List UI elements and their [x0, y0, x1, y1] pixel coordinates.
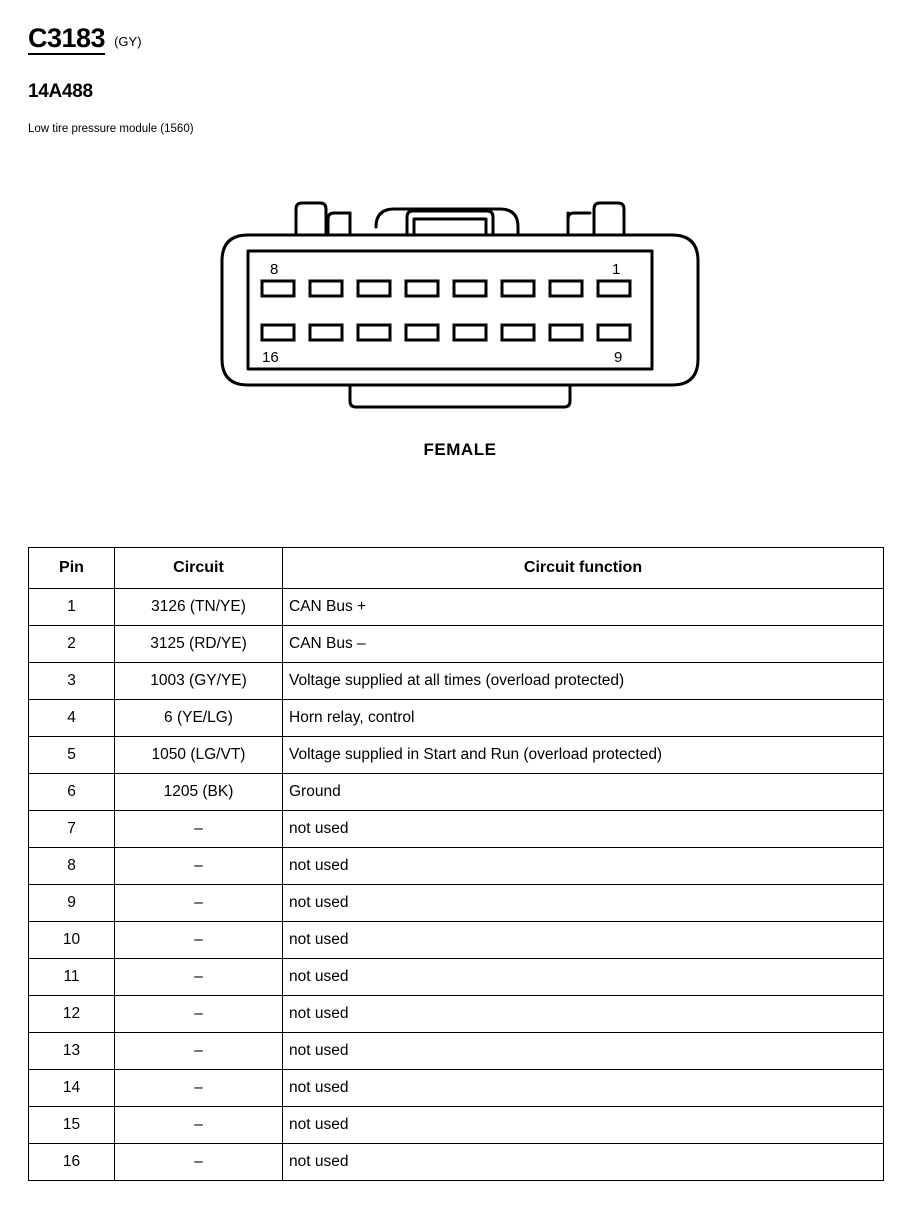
table-row — [29, 1144, 884, 1181]
circuit-cell: – — [115, 885, 283, 922]
part-number: 14A488 — [28, 81, 93, 103]
circuit-cell: – — [115, 1144, 283, 1181]
circuit-cell: 1205 (BK) — [115, 774, 283, 811]
circuit-function-cell: Horn relay, control — [283, 700, 884, 737]
circuit-cell: – — [115, 996, 283, 1033]
table-row — [29, 700, 884, 737]
table-row — [29, 626, 884, 663]
pin-number-cell: 11 — [29, 959, 115, 996]
table-row — [29, 589, 884, 626]
circuit-function-cell: not used — [283, 1144, 884, 1181]
pin-number-cell: 5 — [29, 737, 115, 774]
circuit-cell: – — [115, 1107, 283, 1144]
pin-number-cell: 7 — [29, 811, 115, 848]
table-row — [29, 922, 884, 959]
pin-number-cell: 3 — [29, 663, 115, 700]
pin-number-cell: 4 — [29, 700, 115, 737]
circuit-cell: 3125 (RD/YE) — [115, 626, 283, 663]
circuit-function-cell: not used — [283, 922, 884, 959]
pin-number-cell: 1 — [29, 589, 115, 626]
table-row — [29, 885, 884, 922]
svg-text:9: 9 — [614, 349, 623, 366]
table-row — [29, 1107, 884, 1144]
connector-id-row — [28, 24, 428, 55]
circuit-cell: 3126 (TN/YE) — [115, 589, 283, 626]
svg-text:16: 16 — [262, 349, 279, 366]
svg-text:1: 1 — [612, 261, 621, 278]
table-row — [29, 1033, 884, 1070]
circuit-cell: – — [115, 811, 283, 848]
circuit-function-cell: CAN Bus + — [283, 589, 884, 626]
table-row — [29, 774, 884, 811]
table-header-row — [29, 548, 884, 589]
table-row — [29, 959, 884, 996]
circuit-function-cell: Voltage supplied in Start and Run (overload protected) — [283, 737, 884, 774]
table-row — [29, 737, 884, 774]
table-row — [29, 848, 884, 885]
circuit-function-cell: not used — [283, 811, 884, 848]
circuit-function-cell: not used — [283, 885, 884, 922]
pin-number-cell: 2 — [29, 626, 115, 663]
pin-number-cell: 15 — [29, 1107, 115, 1144]
circuit-cell: – — [115, 1033, 283, 1070]
circuit-cell: – — [115, 922, 283, 959]
pin-number-cell: 6 — [29, 774, 115, 811]
circuit-function-cell: Ground — [283, 774, 884, 811]
svg-text:8: 8 — [270, 261, 279, 278]
circuit-function-cell: not used — [283, 959, 884, 996]
connector-id: C3183 — [28, 24, 105, 55]
table-row — [29, 811, 884, 848]
table-row — [29, 1070, 884, 1107]
circuit-function-cell: not used — [283, 848, 884, 885]
circuit-cell: 1003 (GY/YE) — [115, 663, 283, 700]
circuit-function-cell: Voltage supplied at all times (overload protected) — [283, 663, 884, 700]
connector-header — [28, 24, 428, 138]
pin-number-cell: 8 — [29, 848, 115, 885]
pin-number-cell: 14 — [29, 1070, 115, 1107]
circuit-cell: 6 (YE/LG) — [115, 700, 283, 737]
circuit-cell: – — [115, 848, 283, 885]
pin-number-cell: 16 — [29, 1144, 115, 1181]
pin-number-cell: 12 — [29, 996, 115, 1033]
connector-view-label: FEMALE — [423, 440, 497, 459]
pin-number-cell: 10 — [29, 922, 115, 959]
circuit-function-cell: not used — [283, 996, 884, 1033]
circuit-function-cell: not used — [283, 1070, 884, 1107]
column-header-circuit: Circuit — [115, 548, 283, 589]
circuit-cell: – — [115, 959, 283, 996]
pin-number-cell: 13 — [29, 1033, 115, 1070]
circuit-cell: – — [115, 1070, 283, 1107]
component-description: Low tire pressure module (1560) — [28, 123, 194, 136]
circuit-function-cell: CAN Bus – — [283, 626, 884, 663]
pin-table-container — [28, 547, 884, 1181]
connector-diagram — [200, 175, 720, 415]
connector-color-code: (GY) — [114, 34, 142, 49]
column-header-pin: Pin — [29, 548, 115, 589]
pin-table — [28, 547, 884, 1181]
circuit-function-cell: not used — [283, 1033, 884, 1070]
column-header-circuit-function: Circuit function — [283, 548, 884, 589]
circuit-cell: 1050 (LG/VT) — [115, 737, 283, 774]
table-row — [29, 996, 884, 1033]
circuit-function-cell: not used — [283, 1107, 884, 1144]
table-row — [29, 663, 884, 700]
pin-number-cell: 9 — [29, 885, 115, 922]
